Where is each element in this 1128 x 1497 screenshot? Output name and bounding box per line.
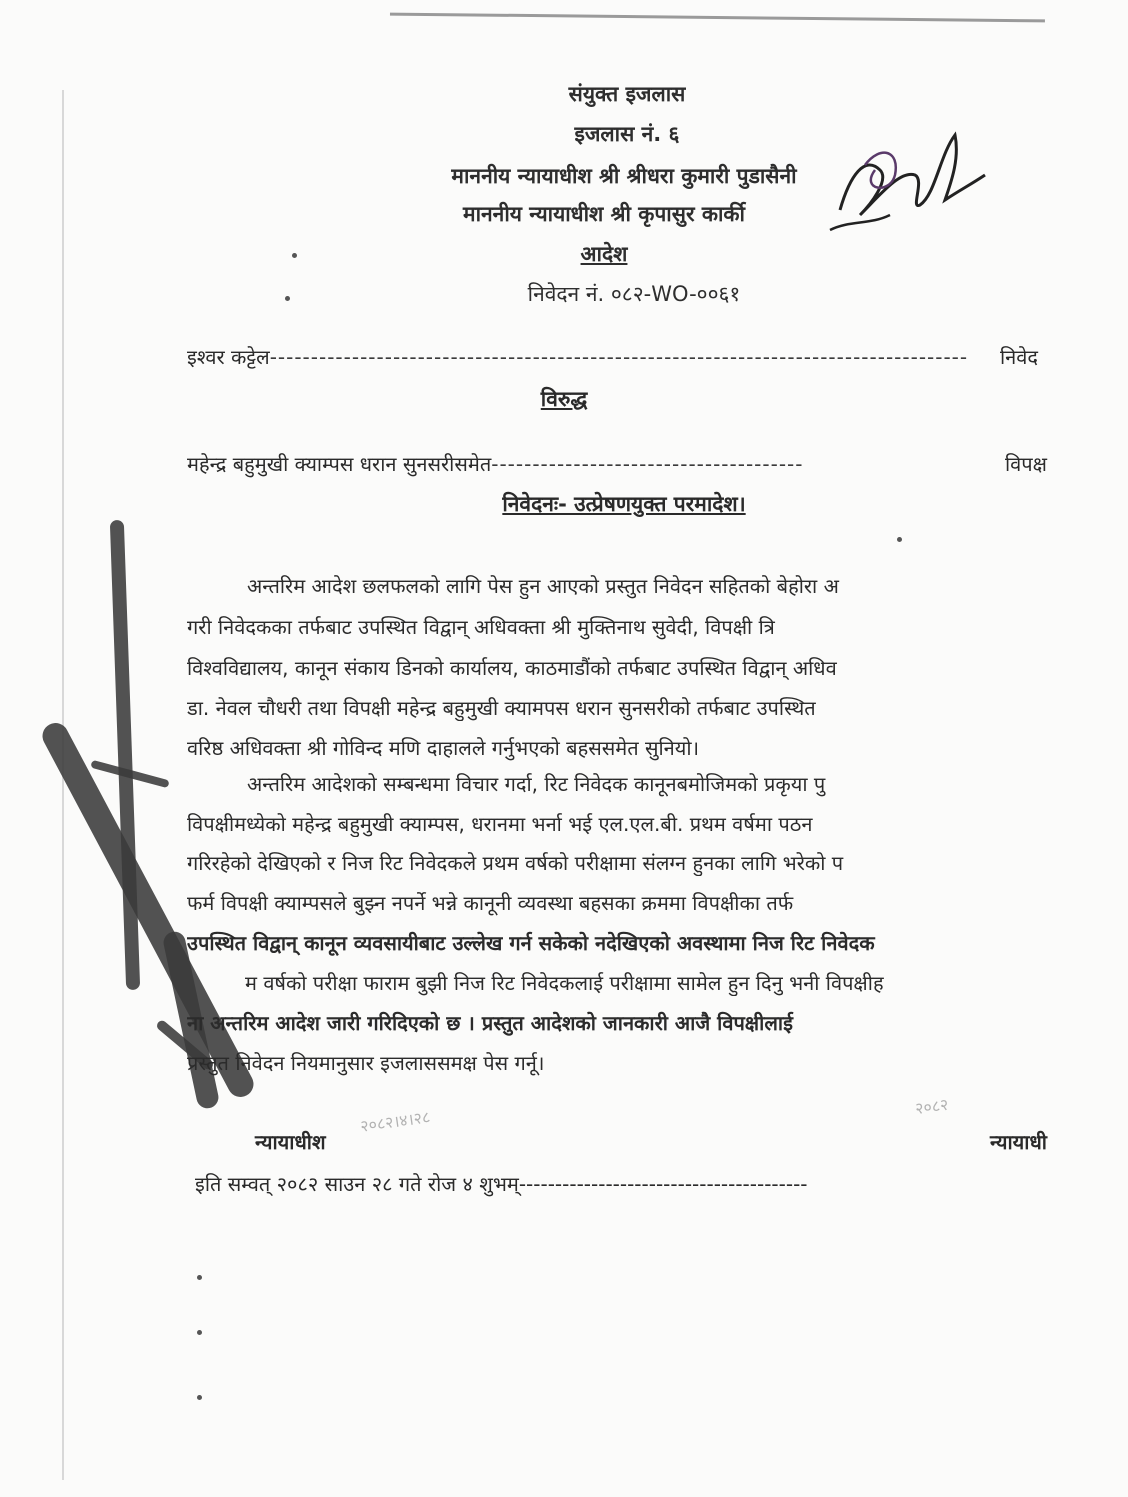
scan-edge-line [390, 5, 1045, 23]
paragraph2-line: फर्म विपक्षी क्याम्पसले बुझ्न नपर्ने भन्ने कानूनी व्यवस्था बहसका क्रममा विपक्षीका तर्फ [187, 891, 794, 915]
respondent-row [187, 450, 803, 477]
ink-streak [110, 520, 140, 990]
order-title: आदेश [580, 242, 628, 266]
paragraph1-line: अन्तरिम आदेश छलफलको लागि पेस हुन आएको प्रस्तुत निवेदन सहितको बेहोरा अ [247, 574, 839, 598]
paragraph2-line: गरिरहेको देखिएको र निज रिट निवेदकले प्रथम वर्षको परीक्षामा संलग्न हुनका लागि भरेको प [187, 851, 844, 875]
scan-speck [285, 296, 290, 301]
paragraph1-line: विश्वविद्यालय, कानून संकाय डिनको कार्यालय, काठमाडौंको तर्फबाट उपस्थित विद्वान् अधिव [187, 656, 837, 680]
scan-speck [197, 1275, 202, 1280]
paragraph1-line: वरिष्ठ अधिवक्ता श्री गोविन्द मणि दाहालले गर्नुभएको बहससमेत सुनियो। [187, 736, 700, 760]
judge-name-1: माननीय न्यायाधीश श्री श्रीधरा कुमारी पुडासैनी [451, 164, 797, 188]
against-heading: विरुद्ध [540, 387, 588, 411]
scan-speck [197, 1395, 202, 1400]
date-line: इति सम्वत् २०८२ साउन २८ गते रोज ४ शुभम्---------------------------------------- [195, 1172, 808, 1196]
petition-number: निवेदन नं. ०८२-WO-००६१ [527, 282, 741, 306]
petitioner-dashes: ------------------------------------------------------------------------------------- [269, 345, 969, 369]
paragraph2-line: अन्तरिम आदेशको सम्बन्धमा विचार गर्दा, रिट निवेदक कानूनबमोजिमको प्रकृया पु [247, 772, 826, 796]
date-stamp: २०८२।४।२८ [359, 1107, 432, 1136]
respondent-dashes: -------------------------------------- [491, 452, 804, 476]
paragraph2-line: ना अन्तरिम आदेश जारी गरिदिएको छ । प्रस्तुत आदेशको जानकारी आजै विपक्षीलाई [187, 1011, 793, 1035]
scan-left-edge [62, 90, 64, 1480]
judge-signature-left: न्यायाधीश [255, 1130, 326, 1154]
petitioner-row [187, 343, 968, 370]
petitioner-name: इश्वर कट्टेल [187, 345, 270, 369]
judge-name-2: माननीय न्यायाधीश श्री कृपासुर कार्की [463, 202, 745, 226]
bench-number: इजलास नं. ६ [574, 122, 680, 146]
respondent-name: महेन्द्र बहुमुखी क्याम्पस धरान सुनसरीसमेत [187, 452, 492, 476]
scan-speck [292, 253, 297, 258]
paragraph1-line: गरी निवेदकका तर्फबाट उपस्थित विद्वान् अधिवक्ता श्री मुक्तिनाथ सुवेदी, विपक्षी त्रि [187, 615, 775, 639]
petition-type: निवेदनः- उत्प्रेषणयुक्त परमादेश। [502, 492, 746, 516]
petitioner-label: निवेद [1000, 345, 1039, 369]
paragraph2-line: म वर्षको परीक्षा फाराम बुझी निज रिट निवेदकलाई परीक्षामा सामेल हुन दिनु भनी विपक्षीह [245, 971, 884, 995]
paragraph2-line: प्रस्तुत निवेदन नियमानुसार इजलाससमक्ष पेस गर्नू। [187, 1051, 545, 1075]
paragraph1-line: डा. नेवल चौधरी तथा विपक्षी महेन्द्र बहुमुखी क्यामपस धरान सुनसरीको तर्फबाट उपस्थित [187, 696, 816, 720]
respondent-label: विपक्ष [1005, 452, 1047, 476]
bench-type: संयुक्त इजलास [568, 82, 686, 106]
judge-signature-right: न्यायाधी [990, 1130, 1047, 1154]
paragraph2-line: विपक्षीमध्येको महेन्द्र बहुमुखी क्याम्पस, धरानमा भर्ना भई एल.एल.बी. प्रथम वर्षमा पठन [187, 812, 813, 836]
paragraph2-line: उपस्थित विद्वान् कानून व्यवसायीबाट उल्लेख गर्न सकेको नदेखिएको अवस्थामा निज रिट निवेदक [187, 931, 875, 955]
initial-stamp: २०८२ [913, 1094, 950, 1119]
scan-speck [197, 1330, 202, 1335]
scan-speck [897, 537, 902, 542]
